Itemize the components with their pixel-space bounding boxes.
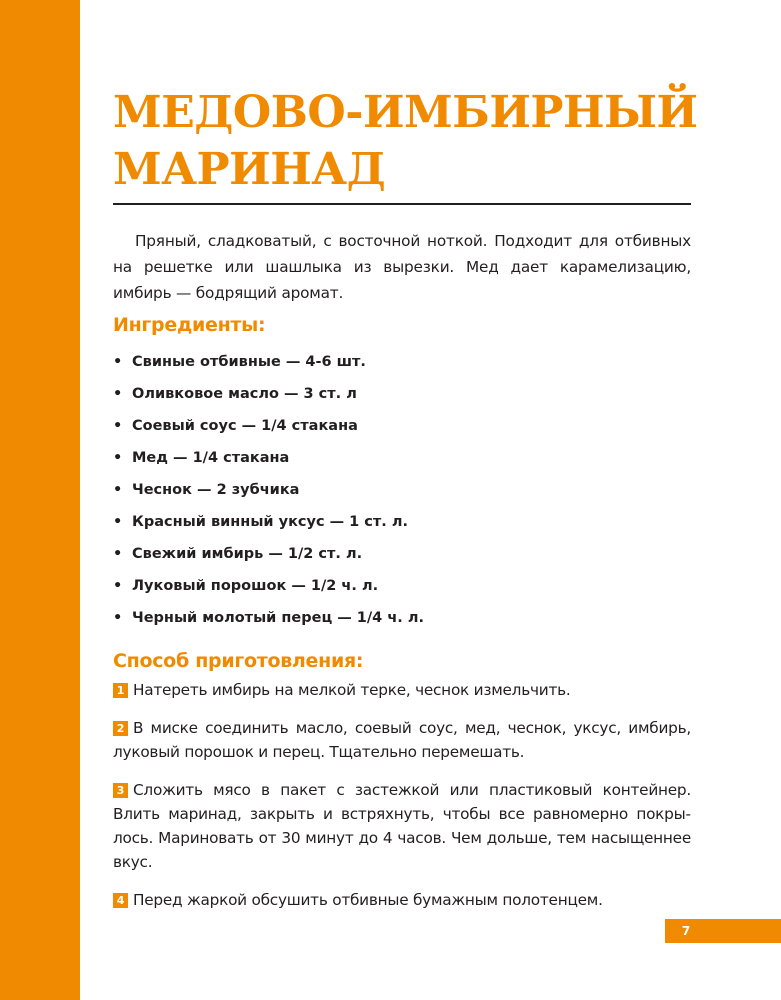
method-steps [113,678,691,926]
method-step [113,778,691,874]
page-number-tab [665,919,781,943]
step-number-badge: 2 [113,721,128,736]
intro-paragraph: Пряный, сладковатый, с восточной ноткой. Подходит для отбивных на решетке или шашлыка из вырезки. Мед дает карамелизацию, имбирь — бодрящий аромат. [113,232,691,302]
method-heading: Способ приготовления: [113,650,364,672]
ingredient-text: Черный молотый перец — 1/4 ч. л. [132,610,424,626]
ingredient-text: Свиные отбивные — 4-6 шт. [132,354,366,370]
bullet-icon: • [113,514,123,530]
page-number: 7 [681,924,691,938]
page-title: МЕДОВО-ИМБИРНЫЙ МАРИНАД [113,87,698,195]
step-text: Сложить мясо в пакет с застежкой или пластиковый контейнер. Влить маринад, закрыть и встряхнуть, чтобы все равномерно покрылось. Мариновать от 30 минут до 4 часов. Чем дольше, тем насыщеннее вкус. [113,781,691,871]
bullet-icon: • [113,578,123,594]
step-text: Перед жаркой обсушить отбивные бумажным полотенцем. [133,891,603,909]
ingredient-text: Луковый порошок — 1/2 ч. л. [132,578,379,594]
method-step [113,888,691,912]
bullet-icon: • [113,354,123,370]
ingredient-text: Свежий имбирь — 1/2 ст. л. [132,546,363,562]
step-number-badge: 4 [113,893,128,908]
ingredient-item [113,570,691,602]
ingredient-item [113,506,691,538]
bullet-icon: • [113,386,123,402]
method-step [113,678,691,702]
ingredients-heading: Ингредиенты: [113,314,266,336]
ingredient-item [113,442,691,474]
ingredient-text: Чеснок — 2 зубчика [132,482,300,498]
ingredient-item [113,346,691,378]
ingredients-list [113,346,691,634]
ingredient-item [113,538,691,570]
ingredient-text: Мед — 1/4 стакана [132,450,290,466]
bullet-icon: • [113,418,123,434]
title-divider [113,203,691,205]
bullet-icon: • [113,610,123,626]
ingredient-item [113,410,691,442]
step-number-badge: 1 [113,683,128,698]
bullet-icon: • [113,482,123,498]
ingredient-item [113,378,691,410]
bullet-icon: • [113,450,123,466]
side-color-bar [0,0,80,1000]
method-step [113,716,691,764]
step-text: В миске соединить масло, соевый соус, мед, чеснок, уксус, имбирь, луковый порошок и перец. Тщательно перемешать. [113,719,691,761]
step-text: Натереть имбирь на мелкой терке, чеснок измельчить. [133,681,571,699]
ingredient-text: Оливковое масло — 3 ст. л [132,386,357,402]
ingredient-text: Красный винный уксус — 1 ст. л. [132,514,408,530]
ingredient-item [113,602,691,634]
ingredient-text: Соевый соус — 1/4 стакана [132,418,358,434]
step-number-badge: 3 [113,783,128,798]
bullet-icon: • [113,546,123,562]
ingredient-item [113,474,691,506]
